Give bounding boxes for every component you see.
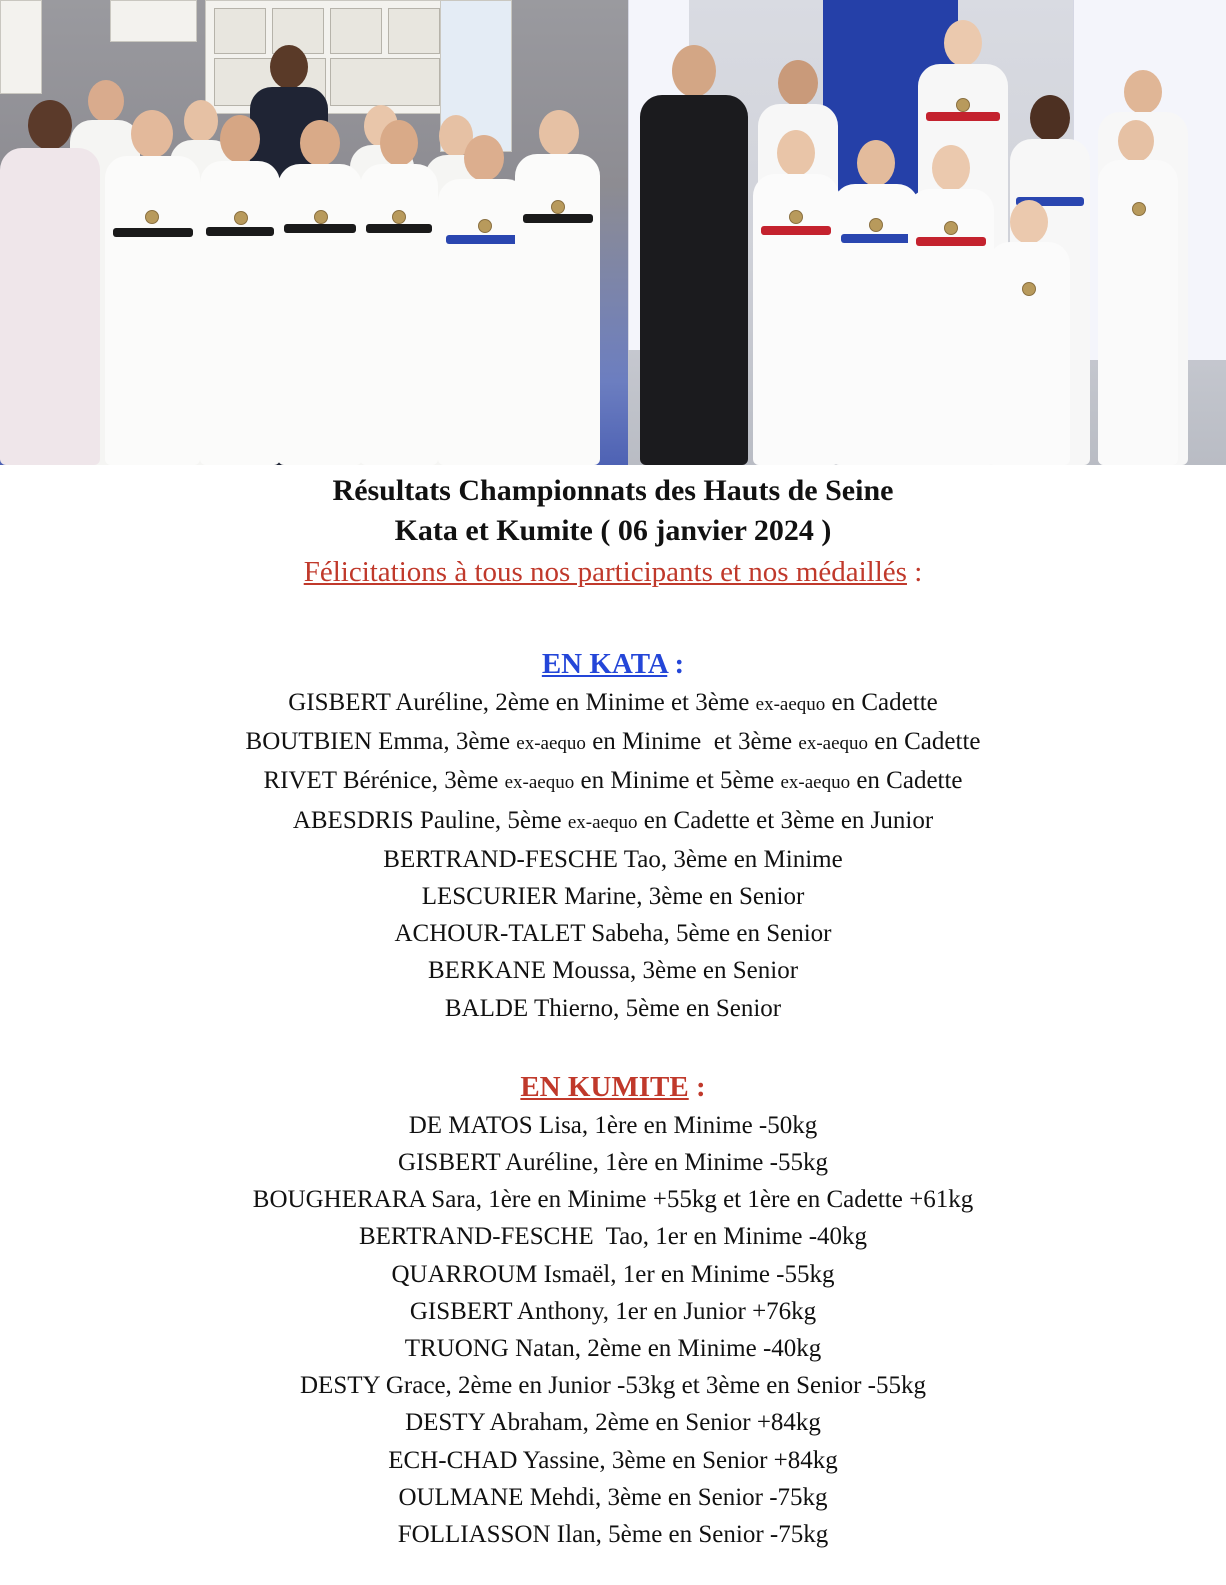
photo-right: [628, 0, 1226, 465]
ex-aequo-note: ex-aequo: [567, 811, 638, 833]
result-text: en Cadette: [868, 728, 981, 756]
kumite-result: DESTY Abraham, 2ème en Senior +84kg: [405, 1409, 821, 1437]
result-text: GISBERT Auréline, 2ème en Minime et 3ème: [288, 689, 756, 716]
kumite-heading-text: EN KUMITE: [520, 1070, 689, 1103]
kata-result: [0, 762, 1226, 801]
title-line-1: Résultats Championnats des Hauts de Seine: [332, 474, 894, 507]
kumite-result: DE MATOS Lisa, 1ère en Minime -50kg: [408, 1111, 818, 1139]
results-document: [0, 471, 1226, 1553]
kumite-result: GISBERT Anthony, 1er en Junior +76kg: [409, 1297, 817, 1325]
kata-result: [0, 802, 1226, 841]
kata-result: [0, 684, 1226, 723]
kumite-results: [0, 1107, 1226, 1553]
kata-result: LESCURIER Marine, 3ème en Senior: [421, 883, 805, 911]
congrats-suffix: :: [906, 556, 923, 588]
kumite-heading: [0, 1067, 1226, 1107]
kata-heading-text: EN KATA: [541, 648, 668, 680]
kata-result: ACHOUR-TALET Sabeha, 5ème en Senior: [394, 920, 832, 948]
kumite-result: TRUONG Natan, 2ème en Minime -40kg: [404, 1335, 822, 1363]
kata-result: BERTRAND-FESCHE Tao, 3ème en Minime: [383, 845, 843, 873]
kata-heading: [0, 644, 1226, 684]
result-text: en Cadette: [850, 767, 963, 795]
result-text: ABESDRIS Pauline, 5ème: [292, 806, 568, 834]
title-line-2: Kata et Kumite ( 06 janvier 2024 ): [394, 514, 832, 547]
ex-aequo-note: ex-aequo: [798, 733, 869, 755]
ex-aequo-note: ex-aequo: [516, 733, 586, 755]
result-text: RIVET Bérénice, 3ème: [263, 767, 505, 795]
kumite-result: FOLLIASSON Ilan, 5ème en Senior -75kg: [397, 1521, 829, 1549]
kata-result: [0, 723, 1226, 762]
kumite-result: ECH-CHAD Yassine, 3ème en Senior +84kg: [388, 1446, 838, 1474]
kata-heading-suffix: :: [667, 648, 685, 680]
kumite-result: DESTY Grace, 2ème en Junior -53kg et 3ème en Senior -55kg: [300, 1372, 926, 1400]
kata-result: BERKANE Moussa, 3ème en Senior: [427, 957, 799, 985]
kata-results: [0, 684, 1226, 1027]
ex-aequo-note: ex-aequo: [780, 772, 851, 794]
congrats-text: Félicitations à tous nos participants et nos médaillés: [303, 556, 907, 588]
kata-result: BALDE Thierno, 5ème en Senior: [444, 994, 782, 1022]
ex-aequo-note: ex-aequo: [504, 772, 575, 794]
kumite-heading-suffix: :: [688, 1070, 706, 1103]
result-text: en Cadette et 3ème en Junior: [637, 806, 934, 834]
kumite-result: BOUGHERARA Sara, 1ère en Minime +55kg et 1ère en Cadette +61kg: [252, 1186, 974, 1214]
result-text: en Cadette: [825, 689, 938, 716]
kumite-result: GISBERT Auréline, 1ère en Minime -55kg: [398, 1149, 828, 1177]
congrats-line: [0, 552, 1226, 592]
kumite-result: QUARROUM Ismaël, 1er en Minime -55kg: [391, 1260, 835, 1288]
result-text: en Minime et 3ème: [585, 728, 799, 756]
photo-left: [0, 0, 628, 465]
kumite-result: OULMANE Mehdi, 3ème en Senior -75kg: [398, 1483, 828, 1511]
photo-banner: [0, 0, 1226, 465]
kumite-result: BERTRAND-FESCHE Tao, 1er en Minime -40kg: [358, 1223, 868, 1251]
result-text: BOUTBIEN Emma, 3ème: [245, 728, 517, 756]
ex-aequo-note: ex-aequo: [755, 694, 826, 715]
result-text: en Minime et 5ème: [574, 767, 781, 795]
